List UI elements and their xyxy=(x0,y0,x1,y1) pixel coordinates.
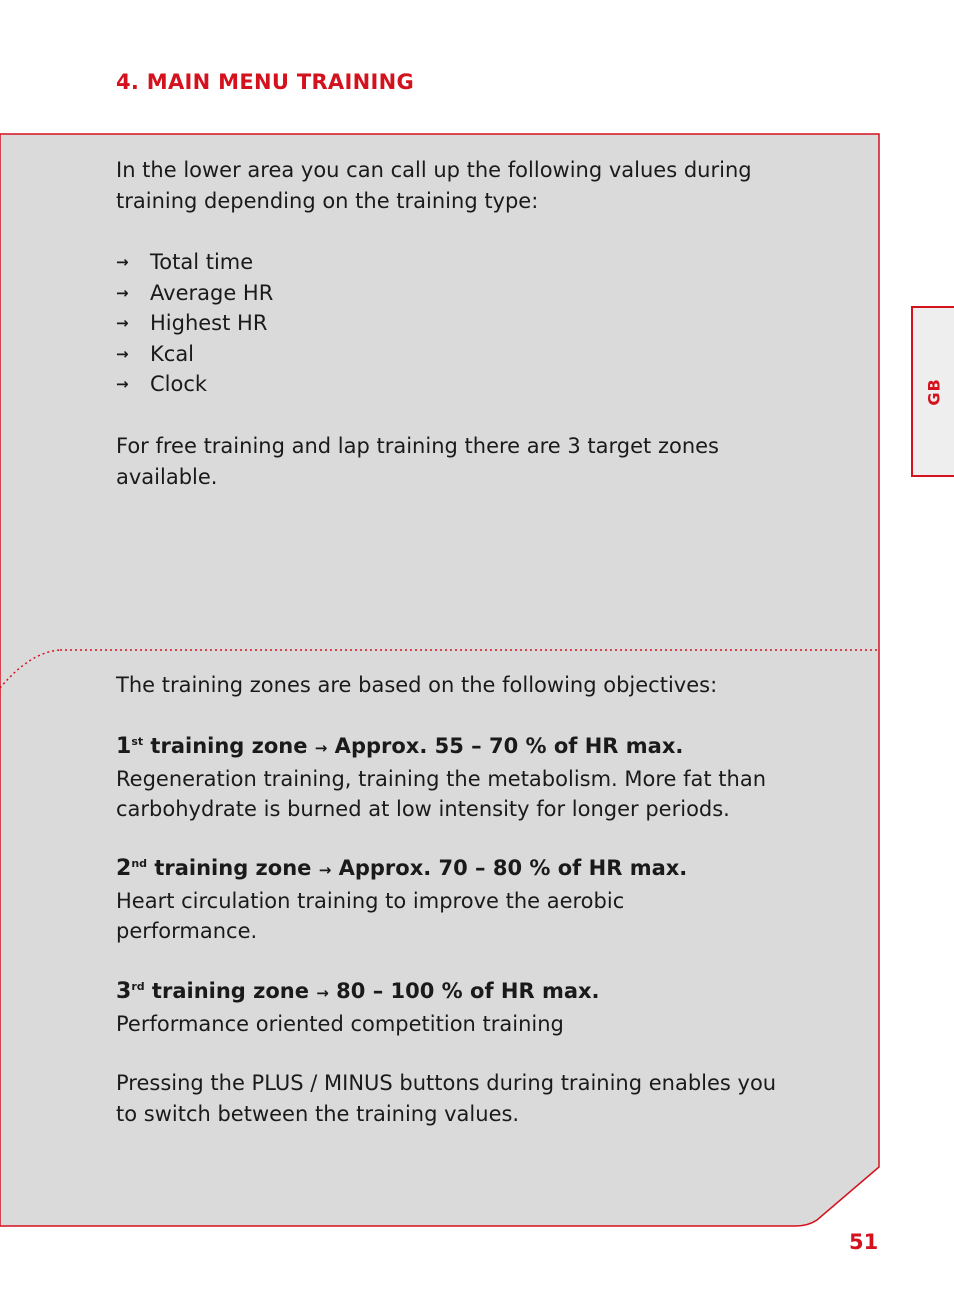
arrow-right-icon: → xyxy=(314,739,328,757)
zones-intro: The training zones are based on the following objectives: xyxy=(116,673,718,697)
zone-number: 2 xyxy=(116,856,132,881)
arrow-right-icon: → xyxy=(116,314,129,332)
zone-range: 80 – 100 % of HR max. xyxy=(328,979,600,1003)
zone-range: Approx. 55 – 70 % of HR max. xyxy=(327,734,684,758)
zone-description-line: Heart circulation training to improve the aerobic xyxy=(116,888,625,913)
training-values-list xyxy=(116,247,273,400)
free-training-paragraph xyxy=(116,431,719,492)
plus-minus-line-2: to switch between the training values. xyxy=(116,1101,520,1126)
zone-ordinal-suffix: nd xyxy=(131,857,148,870)
intro-line-1: In the lower area you can call up the following values during xyxy=(116,158,752,182)
plus-minus-line-1: Pressing the PLUS / MINUS buttons during training enables you xyxy=(116,1071,777,1095)
zone-label: training zone xyxy=(144,979,317,1003)
list-item-label: Total time xyxy=(150,250,254,274)
language-tab-label: GB xyxy=(924,377,943,406)
zone-2-heading xyxy=(116,853,687,886)
list-item xyxy=(116,247,273,278)
arrow-right-icon: → xyxy=(316,984,329,1002)
zone-1-block xyxy=(116,731,766,825)
plus-minus-paragraph xyxy=(116,1068,776,1129)
zone-number: 1 xyxy=(116,734,132,759)
zone-3-heading xyxy=(116,976,600,1009)
arrow-right-icon: → xyxy=(116,283,129,302)
free-training-line-2: available. xyxy=(116,464,218,489)
zone-label: training zone xyxy=(147,856,319,880)
zone-ordinal-suffix: st xyxy=(131,735,144,748)
list-item-label: Clock xyxy=(150,372,208,396)
zone-range: Approx. 70 – 80 % of HR max. xyxy=(331,856,688,880)
list-item xyxy=(116,369,273,400)
intro-line-2: training depending on the training type: xyxy=(116,188,539,213)
zone-description-line: performance. xyxy=(116,919,258,943)
page-number: 51 xyxy=(849,1230,879,1254)
zone-ordinal-suffix: rd xyxy=(131,980,145,993)
zone-description-line: carbohydrate is burned at low intensity for longer periods. xyxy=(116,797,730,821)
intro-paragraph xyxy=(116,155,752,216)
list-item-label: Average HR xyxy=(150,280,274,305)
arrow-right-icon: → xyxy=(116,344,129,363)
zone-2-block xyxy=(116,853,687,947)
list-item xyxy=(116,278,273,309)
zone-3-block xyxy=(116,976,600,1039)
list-item-label: Kcal xyxy=(150,341,195,366)
arrow-right-icon: → xyxy=(318,861,332,879)
language-tab[interactable] xyxy=(911,306,954,477)
zone-description-line: Regeneration training, training the metabolism. More fat than xyxy=(116,766,767,791)
arrow-right-icon: → xyxy=(116,375,129,393)
zone-1-heading xyxy=(116,731,766,764)
zone-label: training zone xyxy=(143,734,315,758)
free-training-line-1: For free training and lap training there are 3 target zones xyxy=(116,434,719,458)
arrow-right-icon: → xyxy=(116,253,129,271)
list-item-label: Highest HR xyxy=(150,311,268,335)
section-title: 4. MAIN MENU TRAINING xyxy=(116,70,414,94)
list-item xyxy=(116,339,273,370)
zone-number: 3 xyxy=(116,979,132,1004)
zone-description-line: Performance oriented competition training xyxy=(116,1011,564,1036)
list-item xyxy=(116,308,273,339)
